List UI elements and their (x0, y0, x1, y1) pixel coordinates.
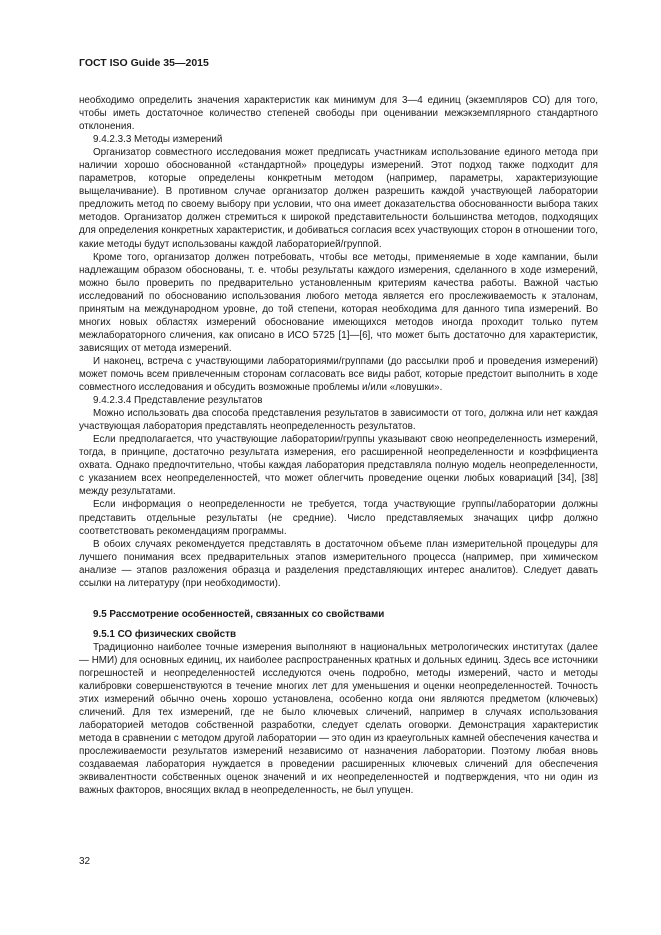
paragraph-methods-2: Кроме того, организатор должен потребовать, чтобы все методы, применяемые в ходе кампании, были надлежащим образом обоснованы, т. е. чтобы результаты каждого измерения, сделанного в ходе измерений, можно было проверить по предварительно установленным критериям качества работы. Важной частью исследований по обоснованию использования любого метода является его прослеживаемость к эталонам, принятым на международном уровне, до той степени, которая необходима для данного типа измерений. Во многих новых областях измерений обоснование имеющихся методов иногда проходит только путем межлабораторного сличения, как описано в ИСО 5725 [1]—[6], что может быть достаточно для характеристик, зависящих от метода измерений. (79, 251, 598, 354)
paragraph-physical-properties: Традиционно наиболее точные измерения выполняют в национальных метрологических институтах (далее — НМИ) для основных единиц, их наиболее распространенных кратных и дольных единиц. Здесь все источники погрешностей и неопределенностей исследуются очень подробно, методы измерений, часто и методы калибровки совершенствуются в течение многих лет для уменьшения и оценки неопределенностей. Точность этих измерений обычно очень хорошо установлена, особенно когда они являются предметом (ключевых) сличений. Для тех измерений, где не было ключевых сличений, например в случаях использования лабораторией методов собственной разработки, следует сделать оговорки. Демонстрация характеристик метода в сравнении с методом другой лаборатории — это один из краеугольных камней обеспечения качества и прослеживаемости результатов измерений независимо от назначения лаборатории. Поэтому любая вновь создаваемая лаборатория нуждается в проведении расширенных ключевых сличений для обеспечения эквивалентности собственных оценок значений и их неопределенностей и подтверждения, что ни один из важных факторов, вносящих вклад в неопределенность, не был упущен. (79, 641, 598, 797)
section-heading-9-5: 9.5 Рассмотрение особенностей, связанных со свойствами (93, 608, 385, 620)
paragraph-results-2: Если предполагается, что участвующие лаборатории/группы указывают свою неопределенность измерений, тогда, в принципе, достаточно результата измерения, его расширенной неопределенности и коэффициента охвата. Однако предпочтительно, чтобы каждая лаборатория представляла полную модель неопределенности, с указанием всех неопределенностей, что может облегчить проведение оценки любых ковариаций [34], [38] между результатами. (79, 434, 598, 498)
paragraph-continuation: необходимо определить значения характеристик как минимум для 3—4 единиц (экземпляров СО) для того, чтобы иметь достаточное количество степеней свободы при оценивании межэкземплярного стандартного отклонения. (79, 95, 598, 133)
paragraph-methods-1: Организатор совместного исследования может предписать участникам использование единого метода при наличии хорошо обоснованной «стандартной» процедуры измерений. Этот подход также подходит для параметров, которые определены конкретным методом (например, параметры, характеризующие выщелачивание). В противном случае организатор должен разрешить каждой участвующей лаборатории предложить метод по своему выбору при условии, что она имеет доказательства обоснованности выбора таких методов. Организатор должен стремиться к широкой представительности большинства методов, подходящих для определения конкретных характеристик, и добиваться согласия всех участвующих сторон в отношении того, какие методы будут использованы каждой лабораторией/группой. (79, 147, 598, 250)
paragraph-methods-3: И наконец, встреча с участвующими лабораториями/группами (до рассылки проб и проведения измерений) может помочь всем привлеченным сторонам согласовать все виды работ, которые предстоит выполнить в ходе совместного исследования и обсудить возможные проблемы и/или «ловушки». (79, 355, 598, 394)
paragraph-results-4: В обоих случаях рекомендуется представлять в достаточном объеме план измерительной процедуры для лучшего понимания всех предварительных этапов измерительного процесса (например, при химическом анализе — этапов разложения образца и разделения представляющих интерес аналитов). Следует давать ссылки на литературу (при необходимости). (79, 538, 598, 589)
page-number: 32 (79, 856, 91, 867)
subclause-heading-methods: 9.4.2.3.3 Методы измерений (93, 134, 223, 146)
section-heading-9-5-1: 9.5.1 СО физических свойств (93, 628, 237, 640)
subclause-heading-results: 9.4.2.3.4 Представление результатов (93, 395, 263, 407)
paragraph-results-3: Если информация о неопределенности не требуется, тогда участвующие группы/лаборатории должны представить отдельные результаты (не средние). Число представляемых значащих цифр должно соответствовать рекомендациям программы. (79, 499, 598, 537)
document-body (79, 94, 598, 797)
document-header: ГОСТ ISO Guide 35—2015 (79, 57, 209, 69)
paragraph-results-1: Можно использовать два способа представления результатов в зависимости от того, должна или нет каждая участвующая лаборатория представлять неопределенность результатов. (79, 408, 598, 433)
